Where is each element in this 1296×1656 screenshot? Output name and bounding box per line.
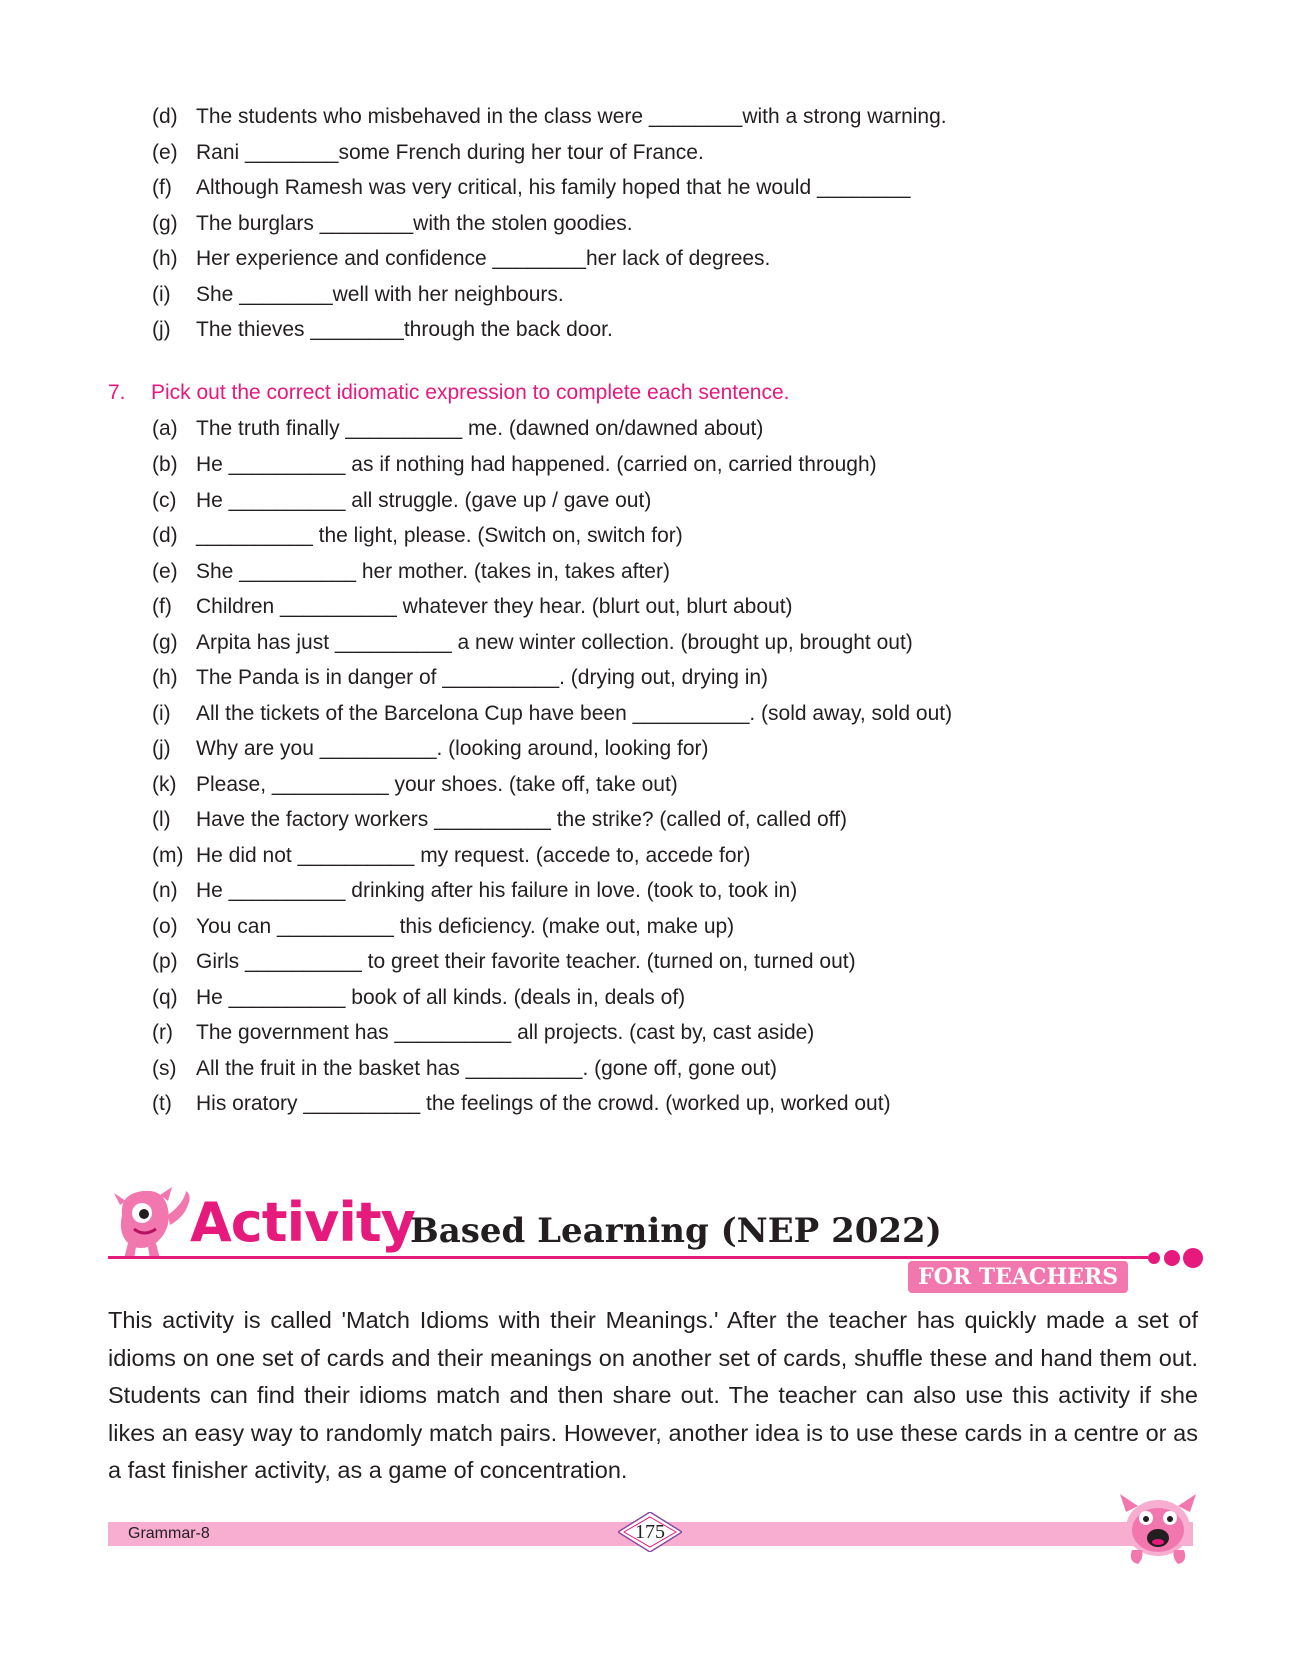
list-item [152,630,913,656]
item-label: (e) [152,141,178,164]
list-item [152,523,683,549]
item-label: (j) [152,737,171,760]
item-label: (q) [152,986,178,1009]
item-label: (o) [152,915,178,938]
list-item [152,949,856,975]
list-item [152,1091,891,1117]
list-item [152,246,770,272]
item-label: (e) [152,560,178,583]
item-text: She ________well with her neighbours. [196,283,564,306]
list-item [152,175,910,201]
item-text: The students who misbehaved in the class were ________with a strong warning. [196,105,947,128]
item-text: His oratory __________ the feelings of the crowd. (worked up, worked out) [196,1092,891,1115]
question-text: Pick out the correct idiomatic expression to complete each sentence. [151,381,790,404]
item-text: Arpita has just __________ a new winter collection. (brought up, brought out) [196,631,913,654]
for-teachers-badge: FOR TEACHERS [908,1261,1128,1293]
item-text: All the fruit in the basket has __________. (gone off, gone out) [196,1057,778,1080]
item-label: (g) [152,631,178,654]
decorative-dots-icon [1148,1247,1204,1269]
list-item [152,736,709,762]
activity-paragraph: This activity is called 'Match Idioms with their Meanings.' After the teacher has quickly made a set of idioms on one set of cards and their meanings on another set of cards, shuffle these and hand them out. Students can find their idioms match and then share out. The teacher can also use this activity if she likes an easy way to randomly match pairs. However, another idea is to use these cards in a centre or as a fast finisher activity, as a game of concentration. [108,1307,1198,1483]
item-text: All the tickets of the Barcelona Cup have been __________. (sold away, sold out) [196,702,953,725]
item-label: (h) [152,666,178,689]
item-text: Have the factory workers __________ the strike? (called of, called off) [196,808,847,831]
list-item [152,317,613,343]
list-item [152,1056,777,1082]
item-text: The Panda is in danger of __________. (drying out, drying in) [196,666,769,689]
question-instruction [108,380,790,406]
item-text: The truth finally __________ me. (dawned on/dawned about) [196,417,764,440]
item-text: The burglars ________with the stolen goodies. [196,212,633,235]
book-title: Grammar-8 [128,1525,210,1542]
item-text: Her experience and confidence ________her lack of degrees. [196,247,771,270]
item-label: (f) [152,176,172,199]
item-text: Rani ________some French during her tour of France. [196,141,704,164]
item-text: He __________ all struggle. (gave up / gave out) [196,489,652,512]
list-item [152,104,947,130]
item-text: He __________ drinking after his failure in love. (took to, took in) [196,879,798,902]
item-label: (s) [152,1057,177,1080]
list-item [152,140,704,166]
item-text: The thieves ________through the back door. [196,318,613,341]
item-label: (d) [152,524,178,547]
list-item [152,559,670,585]
item-label: (l) [152,808,171,831]
item-label: (t) [152,1092,172,1115]
question-number: 7. [108,381,126,404]
item-label: (i) [152,702,171,725]
item-label: (m) [152,844,184,867]
list-item [152,914,734,940]
crying-monster-icon [1118,1488,1198,1568]
item-text: Why are you __________. (looking around, looking for) [196,737,709,760]
list-item [152,1020,814,1046]
item-label: (d) [152,105,178,128]
item-label: (c) [152,489,177,512]
heading-underline [108,1256,1148,1259]
item-label: (p) [152,950,178,973]
item-label: (i) [152,283,171,306]
item-text: You can __________ this deficiency. (make out, make up) [196,915,735,938]
item-text: Children __________ whatever they hear. (blurt out, blurt about) [196,595,793,618]
item-label: (n) [152,879,178,902]
list-item [152,772,678,798]
item-label: (b) [152,453,178,476]
item-label: (a) [152,417,178,440]
list-item [152,282,564,308]
list-item [152,211,633,237]
item-label: (j) [152,318,171,341]
item-text: He did not __________ my request. (accede to, accede for) [196,844,751,867]
activity-title: Activity [190,1191,415,1254]
list-item [152,594,793,620]
item-text: __________ the light, please. (Switch on, switch for) [196,524,683,547]
list-item [152,488,651,514]
page-number [618,1512,682,1552]
list-item [152,452,877,478]
item-label: (r) [152,1021,173,1044]
page-number-text: 175 [635,1521,665,1543]
item-text: Although Ramesh was very critical, his family hoped that he would ________ [196,176,911,199]
list-item [152,985,685,1011]
activity-heading [108,1185,1198,1295]
list-item [152,665,768,691]
list-item [152,416,763,442]
monster-mascot-icon [112,1185,196,1261]
item-text: She __________ her mother. (takes in, takes after) [196,560,670,583]
item-text: Girls __________ to greet their favorite teacher. (turned on, turned out) [196,950,856,973]
item-text: Please, __________ your shoes. (take off, take out) [196,773,678,796]
item-text: He __________ book of all kinds. (deals in, deals of) [196,986,686,1009]
list-item [152,843,751,869]
item-text: The government has __________ all projects. (cast by, cast aside) [196,1021,815,1044]
list-item [152,701,952,727]
item-label: (k) [152,773,177,796]
list-item [152,807,847,833]
item-label: (f) [152,595,172,618]
item-text: He __________ as if nothing had happened. (carried on, carried through) [196,453,877,476]
item-label: (g) [152,212,178,235]
activity-subtitle: Based Learning (NEP 2022) [410,1211,942,1251]
item-label: (h) [152,247,178,270]
list-item [152,878,797,904]
